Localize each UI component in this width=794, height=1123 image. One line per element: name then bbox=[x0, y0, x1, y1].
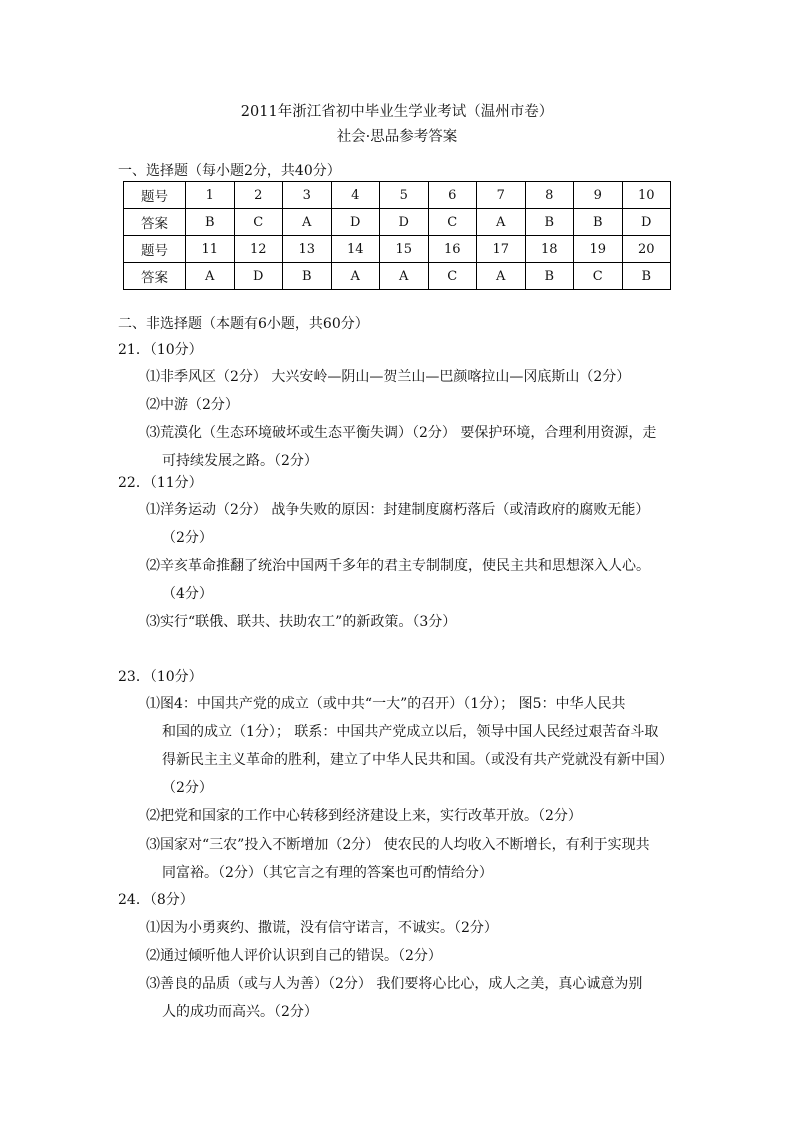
table-cell: 6 bbox=[428, 182, 477, 209]
section1-heading: 一、选择题（每小题2分，共40分） bbox=[118, 163, 341, 179]
q22-part2: ⑵辛亥革命推翻了统治中国两千多年的君主专制制度，使民主共和思想深入人心。 bbox=[146, 558, 650, 574]
q24-part2: ⑵通过倾听他人评价认识到自己的错误。（2分） bbox=[146, 948, 442, 964]
q22-part1-cont: （2分） bbox=[162, 530, 213, 546]
q24-part3: ⑶善良的品质（或与人为善）（2分） 我们要将心比心，成人之美，真心诚意为别 bbox=[146, 976, 643, 992]
q22-part3: ⑶实行“联俄、联共、扶助农工”的新政策。（3分） bbox=[146, 614, 457, 630]
q23-part1-cont3: （2分） bbox=[162, 780, 213, 796]
table-cell: A bbox=[477, 263, 526, 290]
table-cell: C bbox=[234, 209, 283, 236]
table-cell: C bbox=[428, 209, 477, 236]
table-cell: A bbox=[477, 209, 526, 236]
q21-part3: ⑶荒漠化（生态环境破坏或生态平衡失调）（2分） 要保护环境，合理利用资源，走 bbox=[146, 425, 657, 441]
table-cell: 15 bbox=[380, 236, 429, 263]
table-cell: B bbox=[283, 263, 332, 290]
table-cell: D bbox=[234, 263, 283, 290]
q23-part2: ⑵把党和国家的工作中心转移到经济建设上来，实行改革开放。（2分） bbox=[146, 808, 582, 824]
table-cell: C bbox=[574, 263, 623, 290]
q23-part3-cont: 同富裕。（2分）（其它言之有理的答案也可酌情给分） bbox=[162, 865, 493, 881]
table-row bbox=[124, 209, 671, 236]
section2-heading: 二、非选择题（本题有6小题，共60分） bbox=[118, 316, 369, 332]
table-cell: A bbox=[380, 263, 429, 290]
doc-title: 2011年浙江省初中毕业生学业考试（温州市卷） bbox=[240, 104, 554, 120]
q23-part3: ⑶国家对“三农”投入不断增加（2分） 使农民的人均收入不断增长，有利于实现共 bbox=[146, 837, 650, 853]
q21-part1: ⑴非季风区（2分） 大兴安岭—阴山—贺兰山—巴颜喀拉山—冈底斯山（2分） bbox=[146, 369, 631, 385]
table-cell: B bbox=[525, 209, 574, 236]
table-cell: 9 bbox=[574, 182, 623, 209]
doc-subtitle: 社会·思品参考答案 bbox=[336, 129, 458, 145]
table-cell: 13 bbox=[283, 236, 332, 263]
table-cell: 8 bbox=[525, 182, 574, 209]
table-cell: B bbox=[525, 263, 574, 290]
table-cell: 7 bbox=[477, 182, 526, 209]
table-cell: B bbox=[622, 263, 671, 290]
table-cell: 14 bbox=[331, 236, 380, 263]
table-cell: D bbox=[622, 209, 671, 236]
table-cell: 2 bbox=[234, 182, 283, 209]
q21-part2: ⑵中游（2分） bbox=[146, 397, 239, 413]
table-cell: 5 bbox=[380, 182, 429, 209]
q23-part1-cont1: 和国的成立（1分）； 联系：中国共产党成立以后，领导中国人民经过艰苦奋斗取 bbox=[162, 724, 659, 740]
table-row bbox=[124, 263, 671, 290]
table-cell: 4 bbox=[331, 182, 380, 209]
q24-part1: ⑴因为小勇爽约、撒谎，没有信守诺言，不诚实。（2分） bbox=[146, 920, 498, 936]
table-cell: A bbox=[283, 209, 332, 236]
q23-part1-cont2: 得新民主主义革命的胜利，建立了中华人民共和国。（或没有共产党就没有新中国） bbox=[162, 752, 673, 768]
table-cell: A bbox=[331, 263, 380, 290]
q22-heading: 22．（11分） bbox=[118, 475, 203, 491]
table-cell: D bbox=[331, 209, 380, 236]
table-cell: C bbox=[428, 263, 477, 290]
q21-part3-cont: 可持续发展之路。（2分） bbox=[162, 453, 318, 469]
table-cell: D bbox=[380, 209, 429, 236]
row-label: 答案 bbox=[124, 263, 186, 290]
table-cell: B bbox=[574, 209, 623, 236]
table-row bbox=[124, 182, 671, 209]
q23-heading: 23．（10分） bbox=[118, 669, 203, 685]
table-cell: 1 bbox=[186, 182, 235, 209]
row-label: 答案 bbox=[124, 209, 186, 236]
table-cell: 16 bbox=[428, 236, 477, 263]
table-cell: 20 bbox=[622, 236, 671, 263]
table-cell: 11 bbox=[186, 236, 235, 263]
q23-part1: ⑴图4：中国共产党的成立（或中共“一大”的召开）（1分）； 图5：中华人民共 bbox=[146, 696, 626, 712]
answer-table bbox=[123, 181, 671, 290]
table-cell: 3 bbox=[283, 182, 332, 209]
table-cell: B bbox=[186, 209, 235, 236]
q22-part1: ⑴洋务运动（2分） 战争失败的原因：封建制度腐朽落后（或清政府的腐败无能） bbox=[146, 502, 650, 518]
table-cell: 10 bbox=[622, 182, 671, 209]
q22-part2-cont: （4分） bbox=[162, 586, 213, 602]
table-cell: 19 bbox=[574, 236, 623, 263]
table-cell: 12 bbox=[234, 236, 283, 263]
table-cell: A bbox=[186, 263, 235, 290]
table-row bbox=[124, 236, 671, 263]
q21-heading: 21．（10分） bbox=[118, 342, 203, 358]
table-cell: 17 bbox=[477, 236, 526, 263]
q24-heading: 24．（8分） bbox=[118, 892, 194, 908]
row-label: 题号 bbox=[124, 236, 186, 263]
q24-part3-cont: 人的成功而高兴。（2分） bbox=[162, 1004, 318, 1020]
row-label: 题号 bbox=[124, 182, 186, 209]
table-cell: 18 bbox=[525, 236, 574, 263]
